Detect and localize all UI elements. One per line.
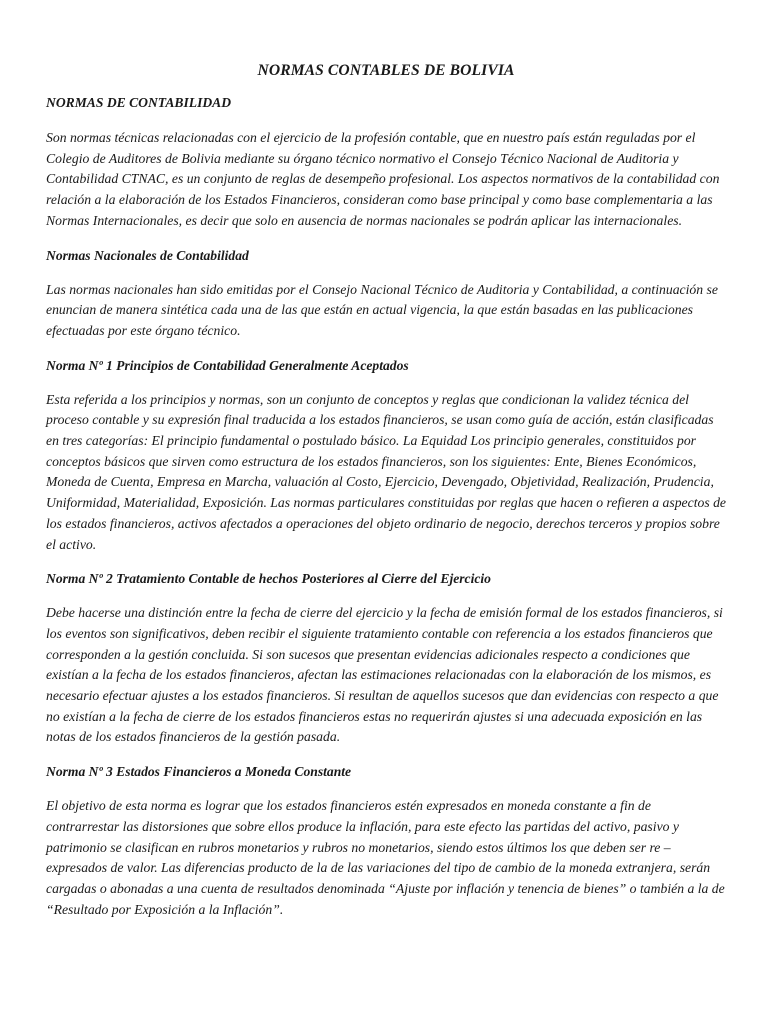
section-paragraph-normas-de-contabilidad: Son normas técnicas relacionadas con el ejercicio de la profesión contable, que en nuestro país están reguladas por el Colegio de Auditores de Bolivia mediante su órgano técnico normativo el Consejo Técnico Nacional de Auditoria y Contabilidad CTNAC, es un conjunto de reglas de desempeño profesional. Los aspectos normativos de la contabilidad con relación a la elaboración de los Estados Financieros, consideran como base principal y como base complementaria a las Normas Internacionales, es decir que solo en ausencia de normas nacionales se podrán aplicar las internacionales. <box>46 130 720 228</box>
section-heading-norma-1: Norma Nº 1 Principios de Contabilidad Generalmente Aceptados <box>46 357 409 373</box>
section-paragraph-norma-2: Debe hacerse una distinción entre la fecha de cierre del ejercicio y la fecha de emisión formal de los estados financieros, si los eventos son significativos, deben recibir el siguiente tratamiento contable con referencia a los estados financieros que corresponden a la gestión concluida. Si son sucesos que presentan evidencias adicionales respecto a condiciones que existían a la fecha de los estados financieros, afectan las estimaciones relacionadas con la elaboración de los mismos, es necesario efectuar ajustes a los estados financieros. Si resultan de aquellos sucesos que dan evidencias con respecto a que no existían a la fecha de cierre de los estados financieros estas no requerirán ajustes si una adecuada exposición en las notas de los estados financieros de la gestión pasada. <box>46 605 723 745</box>
section-paragraph-norma-1: Esta referida a los principios y normas, son un conjunto de conceptos y reglas que condicionan la validez técnica del proceso contable y su expresión final traducida a los estados financieros, se usan como guía de acción, están clasificadas en tres categorías: El principio fundamental o postulado básico. La Equidad Los principio generales, constituidos por conceptos básicos que sirven como estructura de los estados financieros, son los siguientes: Ente, Bienes Económicos, Moneda de Cuenta, Empresa en Marcha, valuación al Costo, Ejercicio, Devengado, Objetividad, Realización, Prudencia, Uniformidad, Materialidad, Exposición. Las normas particulares constituidas por reglas que hacen o refieren a aspectos de los estados financieros, activos afectados a operaciones del objeto ordinario de negocio, derechos terceros y propios sobre el activo. <box>46 391 727 552</box>
section-paragraph-norma-3: El objetivo de esta norma es lograr que los estados financieros estén expresados en moneda constante a fin de contrarrestar las distorsiones que sobre ellos produce la inflación, para este efecto las partidas del activo, pasivo y patrimonio se clasifican en rubros monetarios y rubros no monetarios, siendo estos últimos los que deben ser re – expresados de valor. Las diferencias producto de la de las variaciones del tipo de cambio de la moneda extranjera, serán cargadas o abonadas a una cuenta de resultados denominada “Ajuste por inflación y tenencia de bienes” o también a la de “Resultado por Exposición a la Inflación”. <box>46 798 725 917</box>
section-heading-norma-2: Norma Nº 2 Tratamiento Contable de hechos Posteriores al Cierre del Ejercicio <box>46 571 491 587</box>
section-paragraph-normas-nacionales: Las normas nacionales han sido emitidas por el Consejo Nacional Técnico de Auditoria y Contabilidad, a continuación se enuncian de manera sintética cada una de las que están en actual vigencia, la que están basadas en las publicaciones efectuadas por este órgano técnico. <box>46 281 718 338</box>
section-heading-normas-de-contabilidad: NORMAS DE CONTABILIDAD <box>46 95 232 110</box>
section-heading-norma-3: Norma Nº 3 Estados Financieros a Moneda Constante <box>46 764 352 780</box>
section-heading-normas-nacionales: Normas Nacionales de Contabilidad <box>46 247 249 263</box>
document-content <box>46 60 726 934</box>
document-title: NORMAS CONTABLES DE BOLIVIA <box>257 62 515 79</box>
